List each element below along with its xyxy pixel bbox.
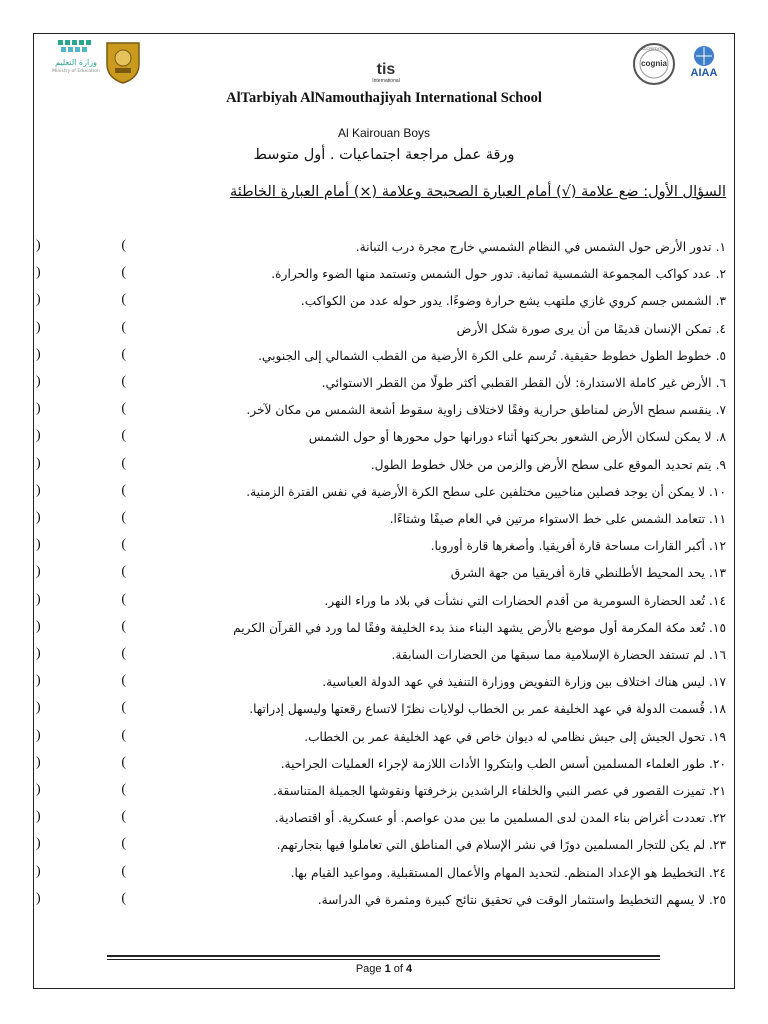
statement-item — [36, 455, 726, 482]
statement-body: يحد المحيط الأطلنطي قارة أفريقيا من جهة الشرق — [450, 566, 706, 581]
cognia-logo-text: cognia — [641, 59, 667, 68]
statement-item — [36, 267, 726, 291]
paren-close: ) — [36, 591, 41, 607]
statement-body: عدد كواكب المجموعة الشمسية ثمانية. تدور حول الشمس وتستمد منها الضوء والحرارة. — [271, 267, 712, 282]
statement-item — [36, 482, 726, 509]
paren-open: ( — [121, 401, 126, 417]
statement-body: تميزت القصور في عصر النبي والخلفاء الراشدين بزخرفتها ونقوشها الجميلة المتناسقة. — [273, 784, 706, 798]
statement-item — [36, 376, 726, 400]
statement-body: لم تستفد الحضارة الإسلامية مما سبقها من الحضارات السابقة. — [391, 648, 706, 662]
statement-text — [356, 240, 726, 254]
paren-close: ) — [36, 700, 41, 716]
paren-close: ) — [36, 782, 41, 797]
answer-blank[interactable] — [36, 374, 126, 390]
statement-body: لا يمكن لسكان الأرض الشعور بحركتها أثناء دورانها حول محورها أو حول الشمس — [308, 430, 712, 445]
answer-blank[interactable] — [36, 782, 126, 798]
paren-close: ) — [36, 836, 41, 852]
statement-item — [36, 890, 726, 917]
statement-number: ١٧. — [709, 675, 726, 690]
answer-blank[interactable] — [36, 401, 126, 417]
statement-number: ٧. — [715, 403, 726, 418]
statement-item — [36, 754, 726, 781]
statement-item — [36, 784, 726, 808]
statement-number: ٤. — [715, 321, 726, 336]
paren-close: ) — [36, 346, 41, 362]
statement-text — [301, 294, 726, 308]
statement-text — [249, 702, 726, 716]
statement-text — [291, 866, 726, 880]
statement-item — [36, 294, 726, 318]
statement-body: لم يكن للتجار المسلمين دورًا في نشر الإسلام في المناطق التي تعاملوا فيها بتجارتهم. — [276, 838, 706, 853]
paren-open: ( — [121, 510, 126, 525]
statement-number: ١٨. — [709, 702, 726, 717]
tis-logo-subtext: International — [372, 78, 400, 84]
statement-body: يتم تحديد الموقع على سطح الأرض والزمن من خلال خطوط الطول. — [370, 457, 712, 472]
statement-item — [36, 727, 726, 754]
paren-open: ( — [121, 727, 126, 743]
paren-close: ) — [36, 890, 41, 906]
statement-text — [281, 757, 726, 771]
statement-body: خطوط الطول خطوط حقيقية. تُرسم على الكرة الأرضية من القطب الشمالي إلى الجنوبي. — [258, 348, 712, 363]
paren-open: ( — [121, 292, 126, 308]
paren-close: ) — [36, 401, 41, 417]
paren-open: ( — [121, 673, 126, 689]
statement-text — [322, 675, 726, 689]
statement-number: ١٩. — [709, 729, 726, 744]
answer-blank[interactable] — [36, 320, 126, 336]
statement-item — [36, 863, 726, 890]
answer-blank[interactable] — [36, 537, 126, 553]
statement-body: تحول الجيش إلى جيش نظامي له ديوان خاص في عهد الخليفة عمر بن الخطاب. — [304, 729, 706, 744]
worksheet-title: ورقة عمل مراجعة اجتماعيات . أول متوسط — [253, 147, 515, 163]
statement-item — [36, 240, 726, 264]
statement-body: أكبر القارات مساحة قارة أفريقيا. وأصغرها قارة أوروبا. — [430, 539, 706, 554]
paren-close: ) — [36, 673, 41, 689]
statement-item — [36, 319, 726, 346]
statement-text — [451, 566, 726, 580]
statement-body: الشمس جسم كروي غازي ملتهب يشع حرارة وضوءًا. يدور حوله عدد من الكواكب. — [300, 294, 712, 309]
statement-body: التخطيط هو الإعداد المنظم. لتحديد المهام والأعمال المستقبلية. ومواعيد القيام بها. — [290, 865, 706, 880]
answer-blank[interactable] — [36, 728, 126, 744]
paren-close: ) — [36, 238, 41, 253]
statement-item — [36, 346, 726, 373]
statement-text — [304, 730, 726, 744]
statement-text — [273, 784, 726, 798]
statement-number: ٣. — [715, 294, 726, 309]
statement-text — [309, 430, 726, 444]
aiaa-logo-text: AIAA — [690, 67, 718, 79]
ministry-logo-subtext: Ministry of Education — [52, 69, 100, 74]
statement-body: تُعد مكة المكرمة أول موضع بالأرض يشهد البناء منذ بدء الخليفة وفقًا لما ورد في القرآن الكريم — [233, 620, 706, 635]
answer-blank[interactable] — [36, 564, 126, 580]
paren-close: ) — [36, 455, 41, 471]
paren-open: ( — [121, 700, 126, 716]
statement-item — [36, 430, 726, 454]
answer-blank[interactable] — [36, 483, 126, 499]
statement-body: تتعامد الشمس على خط الاستواء مرتين في العام صيفًا وشتاءًا. — [389, 512, 706, 526]
paren-open: ( — [121, 346, 126, 362]
statement-number: ١. — [715, 240, 726, 254]
statement-number: ٢٠. — [709, 756, 726, 771]
paren-open: ( — [121, 591, 126, 607]
paren-close: ) — [36, 510, 41, 525]
answer-blank[interactable] — [36, 265, 126, 281]
ministry-logo-text: وزارة التعليم — [55, 58, 97, 67]
statement-number: ٢١. — [709, 784, 726, 798]
statement-body: لا يمكن أن يوجد فصلين مناخيين مختلفين على سطح الكرة الأرضية في نفس الفترة الزمنية. — [246, 484, 706, 499]
statement-body: تُعد الحضارة السومرية من أقدم الحضارات التي نشأت في بلاد ما وراء النهر. — [324, 593, 706, 608]
statement-text — [277, 838, 726, 852]
paren-open: ( — [121, 455, 126, 471]
statement-number: ٢٥. — [709, 892, 726, 907]
answer-blank[interactable] — [36, 510, 126, 526]
statement-body: طور العلماء المسلمين أسس الطب وابتكروا الأدات اللازمة لإجراء العمليات الجراحية. — [280, 756, 706, 771]
campus-name: Al Kairouan Boys — [337, 126, 431, 140]
answer-blank[interactable] — [36, 809, 126, 825]
statement-text — [246, 485, 726, 499]
statement-number: ١٢. — [709, 539, 726, 554]
paren-close: ) — [36, 754, 41, 770]
paren-close: ) — [36, 374, 41, 389]
paren-close: ) — [36, 428, 41, 444]
answer-blank[interactable] — [36, 238, 126, 254]
paren-open: ( — [121, 863, 126, 879]
paren-close: ) — [36, 482, 41, 498]
paren-open: ( — [121, 428, 126, 444]
footer-divider-thin — [107, 959, 660, 960]
statement-number: ١٤. — [709, 593, 726, 608]
paren-open: ( — [121, 537, 126, 553]
statement-item — [36, 618, 726, 645]
statement-text — [271, 267, 726, 281]
statement-body: لا يسهم التخطيط واستثمار الوقت في تحقيق نتائج كبيرة ومثمرة في الدراسة. — [317, 892, 706, 907]
paren-close: ) — [36, 809, 41, 825]
page-number: Page 1 of 4 — [355, 963, 413, 975]
statement-number: ٢٢. — [709, 811, 726, 826]
statement-item — [36, 512, 726, 536]
statement-item — [36, 702, 726, 726]
school-name: AlTarbiyah AlNamouthajiyah International School — [226, 90, 542, 106]
paren-open: ( — [121, 809, 126, 825]
answer-blank[interactable] — [36, 592, 126, 608]
answer-blank[interactable] — [36, 347, 126, 363]
statement-number: ٦. — [715, 376, 726, 390]
paren-open: ( — [121, 618, 126, 634]
tis-logo — [364, 62, 408, 88]
statement-text — [233, 621, 726, 635]
answer-blank[interactable] — [36, 755, 126, 771]
statement-body: تدور الأرض حول الشمس في النظام الشمسي خارج مجرة درب التبانة. — [355, 240, 712, 254]
statement-item — [36, 838, 726, 862]
paren-close: ) — [36, 564, 41, 580]
statement-item — [36, 648, 726, 672]
paren-close: ) — [36, 537, 41, 553]
answer-blank[interactable] — [36, 646, 126, 662]
statement-item — [36, 566, 726, 590]
paren-close: ) — [36, 292, 41, 308]
statement-number: ١٣. — [709, 566, 726, 581]
paren-open: ( — [121, 482, 126, 498]
answer-blank[interactable] — [36, 673, 126, 689]
statement-body: الأرض غير كاملة الاستدارة: لأن القطر القطبي أكثر طولًا من القطر الاستوائي. — [321, 376, 712, 390]
statement-number: ٥. — [715, 348, 726, 363]
statement-text — [318, 893, 726, 907]
statement-item — [36, 539, 726, 563]
answer-blank[interactable] — [36, 864, 126, 880]
statement-item — [36, 811, 726, 835]
question-title: السؤال الأول: ضع علامة (√) أمام العبارة الصحيحة وعلامة (×) أمام العبارة الخاطئة — [229, 184, 726, 200]
statement-number: ١١. — [709, 512, 726, 526]
statement-text — [275, 811, 726, 825]
cognia-logo-ring: ACCREDITED — [640, 46, 667, 51]
statement-number: ٨. — [715, 430, 726, 445]
answer-blank[interactable] — [36, 700, 126, 716]
paren-close: ) — [36, 618, 41, 634]
paren-open: ( — [121, 564, 126, 580]
paren-open: ( — [121, 646, 126, 661]
statement-body: ليس هناك اختلاف بين وزارة التفويض ووزارة التنفيذ في عهد الدولة العباسية. — [322, 675, 706, 690]
statement-body: قُسمت الدولة في عهد الخليفة عمر بن الخطاب لولايات نظرًا لاتساع رقعتها وليسهل إدراتها. — [249, 702, 706, 717]
answer-blank[interactable] — [36, 836, 126, 852]
statement-body: تمكن الإنسان قديمًا من أن يرى صورة شكل الأرض — [456, 321, 712, 336]
statement-number: ٢٣. — [709, 838, 726, 853]
statement-number: ٢. — [715, 267, 726, 282]
statement-text — [258, 349, 726, 363]
answer-blank[interactable] — [36, 292, 126, 308]
paren-open: ( — [121, 265, 126, 281]
statement-item — [36, 403, 726, 427]
statement-number: ٢٤. — [709, 865, 726, 880]
statement-item — [36, 675, 726, 699]
answer-blank[interactable] — [36, 428, 126, 444]
paren-close: ) — [36, 265, 41, 281]
statement-text — [431, 539, 726, 553]
tis-logo-text: tis — [376, 61, 396, 78]
statement-body: تعددت أغراض بناء المدن لدى المسلمين ما بين مدن عواصم. أو عسكرية. أو اقتصادية. — [274, 811, 706, 826]
statement-text — [322, 376, 726, 390]
statement-body: ينقسم سطح الأرض لمناطق حرارية وفقًا لاختلاف زاوية سقوط أشعة الشمس من مكان لآخر. — [246, 403, 712, 418]
statement-text — [324, 594, 726, 608]
answer-blank[interactable] — [36, 619, 126, 635]
paren-open: ( — [121, 319, 126, 335]
statement-text — [390, 512, 726, 526]
paren-close: ) — [36, 863, 41, 879]
answer-blank[interactable] — [36, 456, 126, 472]
statement-number: ٩. — [715, 457, 726, 472]
statement-item — [36, 591, 726, 618]
statement-number: ١٥. — [709, 620, 726, 635]
paren-open: ( — [121, 238, 126, 253]
statement-text — [371, 458, 726, 472]
statement-text — [392, 648, 727, 662]
paren-open: ( — [121, 890, 126, 906]
paren-open: ( — [121, 754, 126, 770]
answer-blank[interactable] — [36, 891, 126, 907]
footer-divider — [107, 955, 660, 957]
paren-close: ) — [36, 727, 41, 743]
statement-text — [246, 403, 726, 417]
paren-open: ( — [121, 836, 126, 852]
school-crest-logo — [104, 40, 142, 84]
statement-number: ١٦. — [709, 648, 726, 662]
paren-close: ) — [36, 646, 41, 661]
paren-close: ) — [36, 319, 41, 335]
statement-text — [457, 322, 726, 336]
statement-number: ١٠. — [709, 484, 726, 499]
paren-open: ( — [121, 374, 126, 389]
paren-open: ( — [121, 782, 126, 797]
